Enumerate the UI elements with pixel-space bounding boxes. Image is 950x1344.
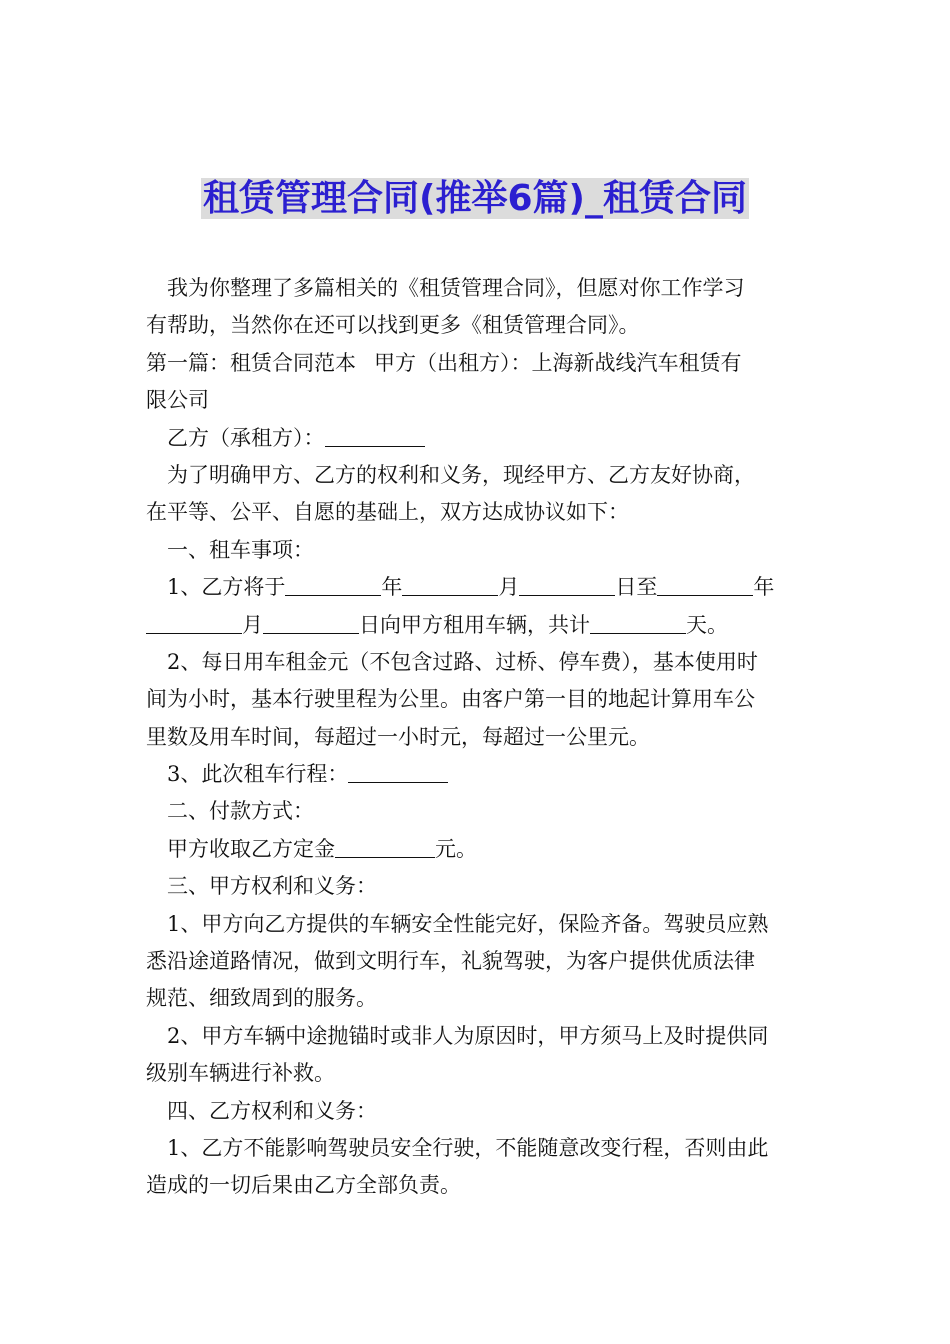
- fill-in-blank: [285, 573, 381, 596]
- paragraph-line: 级别车辆进行补救。: [146, 1061, 335, 1086]
- fill-in-blank: [402, 573, 498, 596]
- paragraph-line: 里数及用车时间，每超过一小时元，每超过一公里元。: [146, 724, 650, 749]
- party-b-label: 乙方（承租方）：: [167, 425, 325, 450]
- document-title-text: 租赁管理合同(推举6篇)_租赁合同: [203, 178, 747, 219]
- text-fragment: 月: [498, 575, 520, 600]
- text-fragment: 1、乙方将于: [167, 575, 286, 600]
- party-a-label: 甲方（出租方）：上海新战线汽车租赁有: [374, 350, 742, 375]
- text-fragment: 年: [753, 575, 775, 600]
- paragraph-line: 我为你整理了多篇相关的《租赁管理合同》，但愿对你工作学习: [167, 276, 745, 300]
- text-fragment: 甲方收取乙方定金: [167, 836, 335, 861]
- section-heading: 第一篇：租赁合同范本: [146, 350, 356, 375]
- paragraph-line: 间为小时，基本行驶里程为公里。由客户第一目的地起计算用车公: [146, 687, 755, 712]
- text-fragment: 日向甲方租用车辆，共计: [359, 612, 590, 637]
- paragraph-line: 1、甲方向乙方提供的车辆安全性能完好，保险齐备。驾驶员应熟: [167, 911, 769, 936]
- fill-in-blank: [263, 611, 359, 634]
- paragraph-line: [146, 420, 810, 457]
- text-fragment: 元。: [435, 836, 477, 861]
- paragraph-line: 1、乙方不能影响驾驶员安全行驶，不能随意改变行程，否则由此: [167, 1135, 769, 1160]
- paragraph-line: 2、每日用车租金元（不包含过路、过桥、停车费），基本使用时: [167, 649, 758, 674]
- fill-in-blank: [335, 835, 435, 858]
- paragraph-line: [146, 831, 810, 868]
- paragraph-line: 2、甲方车辆中途抛锚时或非人为原因时，甲方须马上及时提供同: [167, 1023, 769, 1048]
- text-fragment: 天。: [686, 612, 728, 637]
- paragraph-line: [146, 756, 810, 793]
- paragraph-line: 为了明确甲方、乙方的权利和义务，现经甲方、乙方友好协商，: [167, 462, 755, 487]
- paragraph-line: [146, 569, 810, 606]
- paragraph-line: 规范、细致周到的服务。: [146, 986, 377, 1011]
- fill-in-blank: [519, 573, 615, 596]
- text-fragment: 日至: [615, 575, 658, 600]
- paragraph-line: [146, 607, 810, 644]
- fill-in-blank: [590, 611, 686, 634]
- text-fragment: 3、此次租车行程：: [167, 762, 349, 787]
- fill-in-blank: [146, 611, 242, 634]
- paragraph-line: 三、甲方权利和义务：: [167, 874, 377, 899]
- fill-in-blank: [325, 424, 425, 447]
- fill-in-blank: [348, 760, 448, 783]
- paragraph-line: 二、付款方式：: [167, 799, 314, 824]
- document-body: [146, 270, 810, 1205]
- paragraph-line: [146, 345, 810, 382]
- paragraph-line: 悉沿途道路情况，做到文明行车，礼貌驾驶，为客户提供优质法律: [146, 949, 755, 974]
- paragraph-line: 有帮助，当然你在还可以找到更多《租赁管理合同》。: [146, 313, 640, 338]
- document-title: [0, 175, 950, 223]
- text-fragment: 月: [242, 612, 263, 637]
- paragraph-line: 一、租车事项：: [167, 537, 314, 562]
- paragraph-line: 造成的一切后果由乙方全部负责。: [146, 1173, 461, 1198]
- paragraph-line: 限公司: [146, 388, 209, 413]
- fill-in-blank: [657, 573, 753, 596]
- paragraph-line: 四、乙方权利和义务：: [167, 1098, 377, 1123]
- text-fragment: 年: [381, 575, 403, 600]
- paragraph-line: 在平等、公平、自愿的基础上，双方达成协议如下：: [146, 500, 629, 525]
